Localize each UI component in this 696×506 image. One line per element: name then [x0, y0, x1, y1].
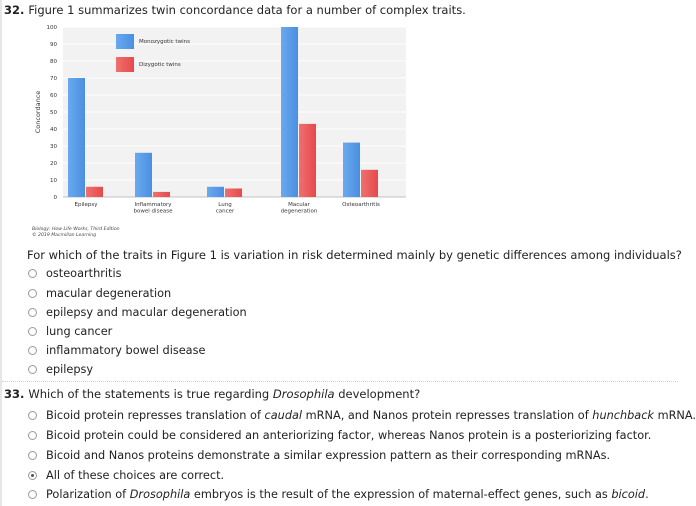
q33-option-label: [46, 469, 224, 482]
radio-button[interactable]: [28, 269, 37, 278]
y-axis-label: Concordance: [34, 90, 42, 134]
q32-option[interactable]: [28, 342, 205, 358]
q32-option[interactable]: [28, 265, 121, 281]
radio-button[interactable]: [28, 451, 37, 460]
q32-option-label: inflammatory bowel disease: [46, 343, 206, 357]
q33-option-label: [46, 449, 610, 462]
figure-credit-line-1: Biology: How Life Works, Third Edition: [32, 227, 120, 232]
question-33-intro-em: Drosophila: [272, 387, 335, 401]
bar-monozygotic: [343, 143, 360, 197]
radio-button[interactable]: [28, 346, 37, 355]
x-tick-label: bowel disease: [133, 208, 173, 215]
text-part: .: [645, 487, 649, 501]
radio-button[interactable]: [28, 490, 37, 499]
x-tick-label: cancer: [215, 208, 235, 215]
question-divider: [2, 381, 678, 383]
figure-credit-line-2: © 2019 Macmillan Learning: [32, 233, 97, 238]
q33-option[interactable]: [28, 447, 610, 463]
q33-option[interactable]: [28, 407, 696, 423]
question-33-number: 33.: [4, 387, 25, 401]
q33-option[interactable]: [28, 467, 224, 483]
y-tick-label: 70: [50, 76, 57, 82]
y-tick-label: 60: [50, 93, 57, 99]
text-part: mRNA, and Nanos protein represses translation of: [302, 408, 593, 422]
q32-option[interactable]: [28, 285, 171, 301]
figure-credit: [32, 227, 120, 239]
bar-dizygotic: [361, 170, 378, 197]
x-tick-label: Epilepsy: [74, 202, 98, 208]
q33-option-label: [46, 429, 651, 442]
y-tick-label: 30: [50, 144, 57, 150]
bar-monozygotic: [135, 153, 152, 197]
text-part: All of these choices are correct.: [46, 468, 225, 482]
question-33-header: [4, 387, 420, 401]
bar-dizygotic: [86, 187, 103, 197]
y-tick-label: 80: [50, 59, 57, 65]
y-tick-label: 20: [50, 161, 57, 167]
question-33-intro-pre: Which of the statements is true regarding: [28, 387, 273, 401]
bar-monozygotic: [207, 187, 224, 197]
text-italic: caudal: [264, 408, 303, 422]
legend-swatch-dizygotic: [116, 57, 134, 72]
text-part: Bicoid protein represses translation of: [46, 408, 265, 422]
question-33-intro-post: development?: [334, 387, 421, 401]
text-italic: bicoid: [611, 487, 646, 501]
legend-label: Dizygotic twins: [139, 62, 181, 68]
radio-button[interactable]: [28, 308, 37, 317]
legend-label: Monozygotic twins: [139, 39, 190, 45]
y-tick-label: 90: [50, 42, 57, 48]
q32-option[interactable]: [28, 323, 112, 339]
radio-button[interactable]: [28, 365, 37, 374]
twin-concordance-chart: [0, 0, 696, 230]
question-32-number: 32.: [4, 3, 25, 17]
x-tick-label: Lung: [218, 202, 232, 208]
radio-button[interactable]: [28, 431, 37, 440]
legend-swatch-monozygotic: [116, 34, 134, 49]
q33-option[interactable]: [28, 427, 651, 443]
text-part: mRNA.: [653, 408, 696, 422]
y-tick-label: 10: [50, 178, 57, 184]
radio-button[interactable]: [28, 289, 37, 298]
text-italic: Drosophila: [129, 487, 191, 501]
y-tick-label: 100: [46, 25, 57, 31]
q32-option-label: macular degeneration: [46, 286, 172, 300]
radio-button[interactable]: [28, 327, 37, 336]
y-tick-label: 50: [50, 110, 57, 116]
x-tick-label: Osteoarthritis: [342, 202, 380, 208]
bar-dizygotic: [225, 189, 242, 198]
text-part: Bicoid protein could be considered an anteriorizing factor, whereas Nanos protein is a posteriorizing factor.: [46, 428, 652, 442]
y-tick-label: 0: [53, 195, 57, 201]
q32-option-label: osteoarthritis: [46, 266, 122, 280]
question-32-intro: Figure 1 summarizes twin concordance data for a number of complex traits.: [28, 3, 466, 17]
y-tick-label: 40: [50, 127, 57, 133]
question-32-prompt: For which of the traits in Figure 1 is variation in risk determined mainly by genetic differences among individuals?: [27, 248, 682, 262]
bar-monozygotic: [281, 27, 298, 197]
q33-option-label: [46, 409, 696, 422]
q32-option-label: epilepsy: [46, 362, 94, 376]
x-tick-label: degeneration: [280, 208, 318, 215]
bar-monozygotic: [68, 78, 85, 197]
radio-button[interactable]: [28, 411, 37, 420]
x-tick-label: Inflammatory: [134, 202, 172, 208]
x-tick-label: Macular: [288, 202, 310, 208]
radio-button[interactable]: [28, 471, 37, 480]
q33-option-label: [46, 488, 649, 501]
text-part: Polarization of: [46, 487, 130, 501]
q32-option[interactable]: [28, 304, 247, 320]
text-part: embryos is the result of the expression of maternal-effect genes, such as: [190, 487, 612, 501]
q33-option[interactable]: [28, 486, 649, 502]
bar-dizygotic: [299, 124, 316, 197]
q32-option-label: lung cancer: [46, 324, 113, 338]
text-part: Bicoid and Nanos proteins demonstrate a similar expression pattern as their corresponding mRNAs.: [46, 448, 611, 462]
q32-option-label: epilepsy and macular degeneration: [46, 305, 247, 319]
q32-option[interactable]: [28, 361, 93, 377]
text-italic: hunchback: [592, 408, 654, 422]
bar-dizygotic: [153, 192, 170, 197]
